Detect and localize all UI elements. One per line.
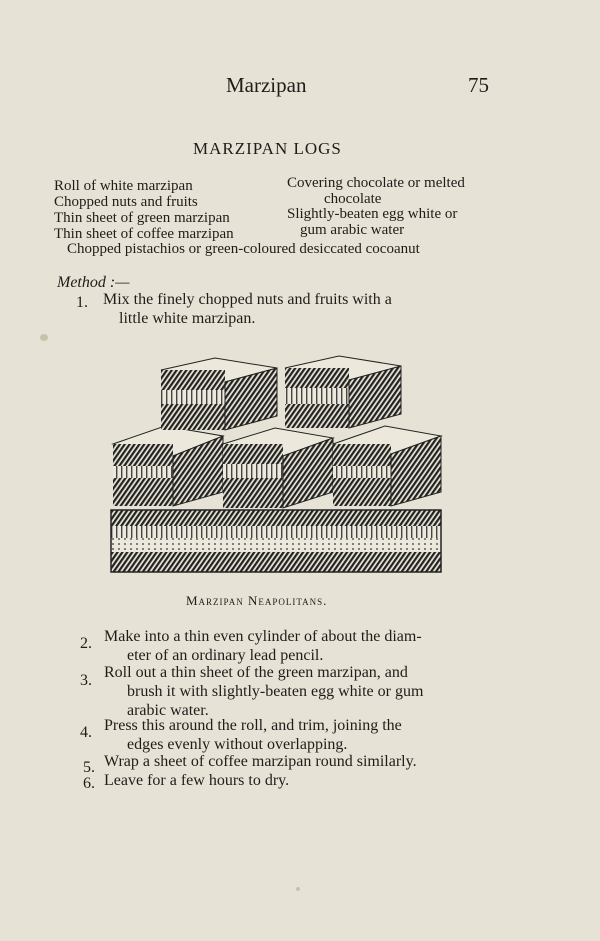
- recipe-title: MARZIPAN LOGS: [193, 139, 342, 158]
- ingredient-left: Thin sheet of coffee marzipan: [54, 226, 234, 242]
- bottom-slab: [111, 510, 441, 572]
- step-number: 3.: [80, 672, 92, 689]
- method-label: Method :—: [57, 274, 130, 291]
- page-number: 75: [468, 73, 489, 97]
- step-line: Leave for a few hours to dry.: [104, 772, 290, 789]
- step-number: 5.: [83, 759, 95, 776]
- step-line: brush it with slightly-beaten egg white or gum: [127, 683, 424, 700]
- figure-caption: Marzipan Neapolitans.: [186, 593, 328, 608]
- top-block-right: [285, 356, 401, 428]
- paper-spot: [296, 887, 300, 891]
- step-line: Wrap a sheet of coffee marzipan round similarly.: [104, 753, 417, 770]
- step-number: 1.: [76, 294, 88, 311]
- marzipan-neapolitans-illustration: [105, 352, 450, 584]
- step-line: Press this around the roll, and trim, joining the: [104, 717, 402, 734]
- middle-block-right: [333, 426, 441, 506]
- ingredient-left: Roll of white marzipan: [54, 178, 193, 194]
- ingredient-right: gum arabic water: [300, 222, 405, 238]
- step-number: 2.: [80, 635, 92, 652]
- step-line: Roll out a thin sheet of the green marzipan, and: [104, 664, 408, 681]
- ingredient-right: Slightly-beaten egg white or: [287, 206, 458, 222]
- ingredient-left: Thin sheet of green marzipan: [54, 210, 230, 226]
- step-line: arabic water.: [127, 702, 209, 719]
- paper-spot: [40, 334, 48, 341]
- step-line: edges evenly without overlapping.: [127, 736, 348, 753]
- ingredient-full: Chopped pistachios or green-coloured desiccated cocoanut: [67, 241, 420, 257]
- step-line: little white marzipan.: [119, 310, 256, 327]
- running-head-title: Marzipan: [226, 73, 307, 97]
- step-number: 4.: [80, 724, 92, 741]
- step-line: Make into a thin even cylinder of about the diam-: [104, 628, 422, 645]
- middle-block-center: [223, 428, 333, 508]
- middle-block-left: [113, 426, 223, 506]
- ingredient-left: Chopped nuts and fruits: [54, 194, 198, 210]
- ingredient-right: chocolate: [324, 191, 382, 207]
- ingredient-right: Covering chocolate or melted: [287, 175, 465, 191]
- step-number: 6.: [83, 775, 95, 792]
- step-line: Mix the finely chopped nuts and fruits with a: [103, 291, 392, 308]
- top-block-left: [161, 358, 277, 430]
- step-line: eter of an ordinary lead pencil.: [127, 647, 324, 664]
